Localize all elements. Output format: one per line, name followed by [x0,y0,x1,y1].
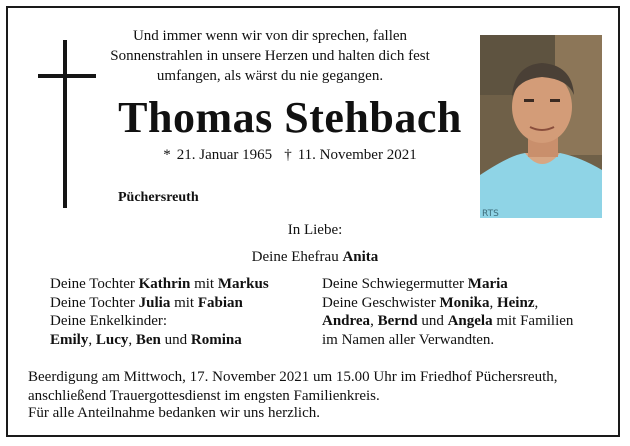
funeral-info [28,368,558,406]
birth-date: 21. Januar 1965 [176,147,273,163]
life-dates [140,147,440,164]
shirt-print: RTS [482,209,499,218]
funeral-line: Beerdigung am Mittwoch, 17. November 2021 um 15.00 Uhr im Friedhof Püchersreuth, [28,369,558,385]
mourner-line: Deine Geschwister Monika, Heinz, [322,294,539,311]
death-date: 11. November 2021 [297,147,417,163]
poem-line: Sonnenstrahlen in unsere Herzen und halten dich fest [110,48,430,64]
poem-line: Und immer wenn wir von dir sprechen, fallen [132,28,408,44]
memorial-poem [100,26,440,86]
spouse-name: Anita [342,249,379,265]
mourner-line: Deine Enkelkinder: [50,313,168,329]
mourner-line: Deine Tochter Kathrin mit Markus [50,276,269,292]
spouse-line [0,249,630,266]
deceased-name: Thomas Stehbach [118,93,462,142]
mourner-line: Deine Schwiegermutter Maria [322,276,508,292]
mourner-line: Andrea, Bernd und Angela mit Familien [322,313,574,329]
hometown: Püchersreuth [118,190,199,205]
mourner-line: Emily, Lucy, Ben und Romina [50,331,242,348]
cross-icon-bar [38,74,96,78]
mourner-line: Deine Tochter Julia mit Fabian [50,294,243,311]
death-symbol: † [284,147,292,163]
portrait-photo [480,35,602,218]
mourners-left-column [50,275,269,349]
mourner-line: im Namen aller Verwandten. [322,331,495,348]
mourners-right-column [322,275,573,349]
funeral-line: anschließend Trauergottesdienst im engsten Familienkreis. [28,388,380,404]
cross-icon [63,40,67,208]
spouse-label: Deine Ehefrau [251,249,339,265]
birth-symbol: * [163,147,171,163]
in-love-heading: In Liebe: [287,222,343,238]
thanks-line: Für alle Anteilnahme bedanken wir uns herzlich. [28,405,320,421]
poem-line: umfangen, als wärst du nie gegangen. [156,68,384,84]
